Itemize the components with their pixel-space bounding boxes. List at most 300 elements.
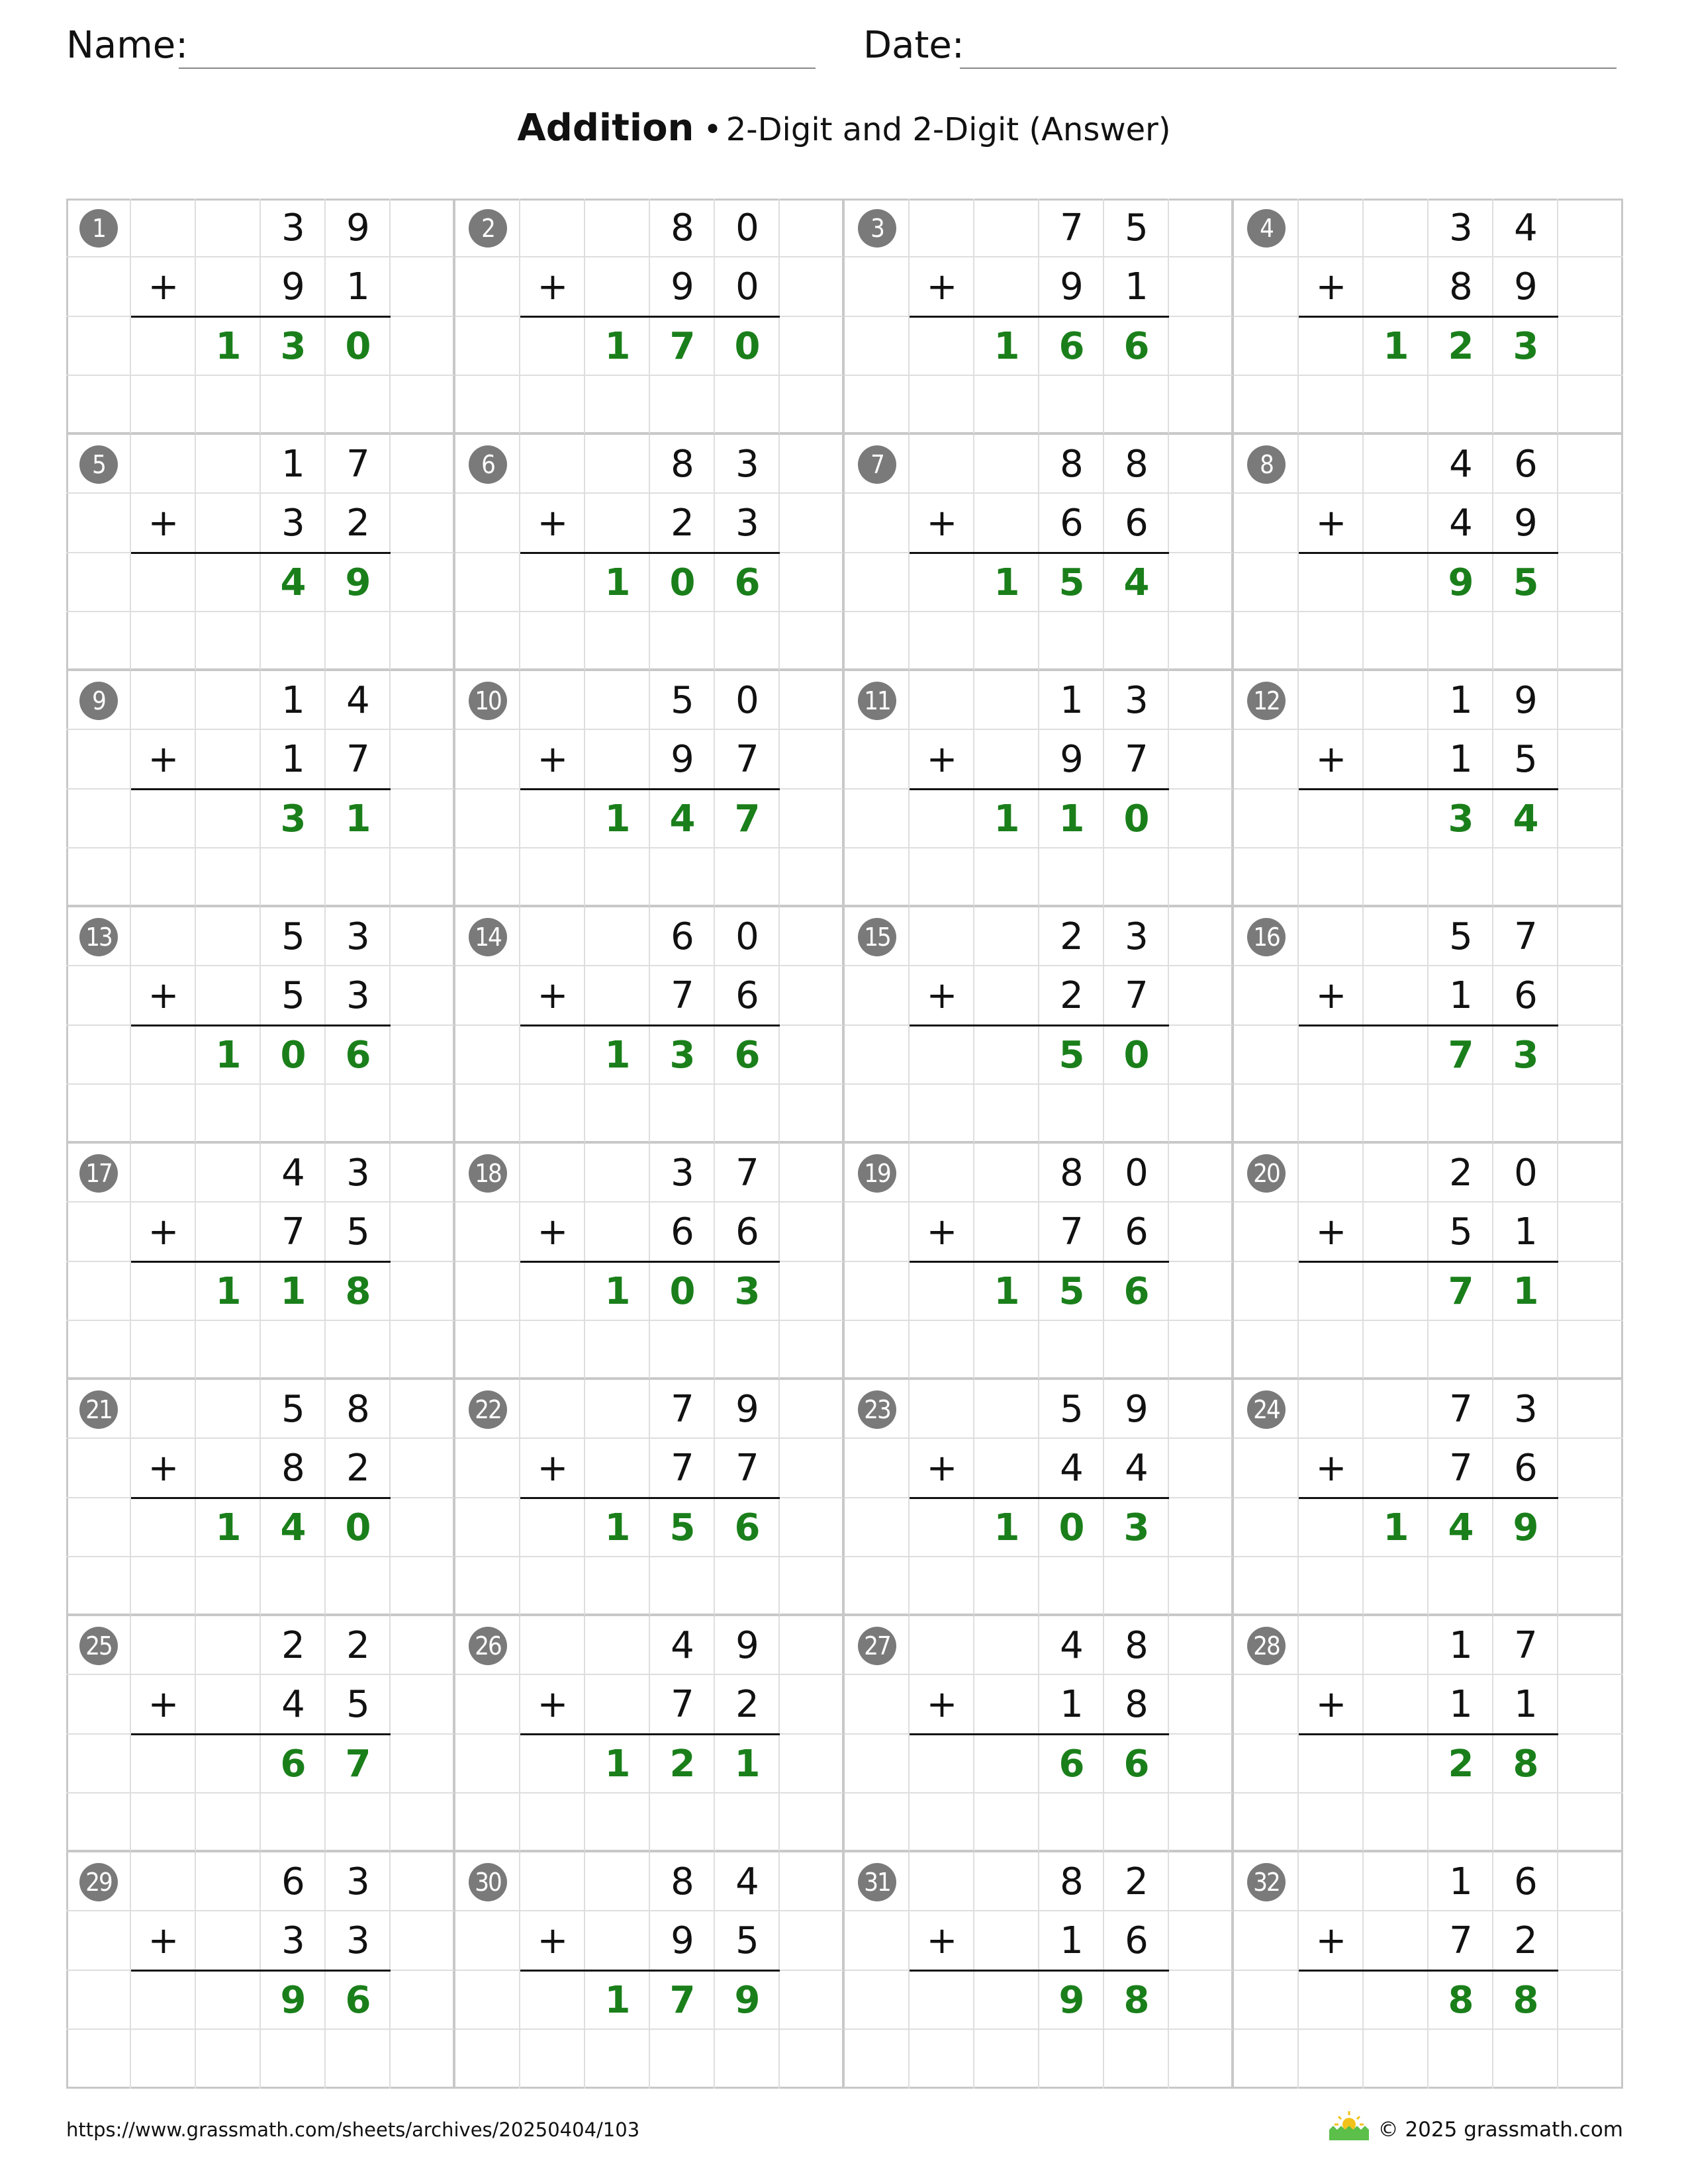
addend-bottom-digit: 2 bbox=[1060, 974, 1084, 1018]
grid-cell bbox=[974, 1380, 1039, 1439]
grid-cell bbox=[1364, 671, 1429, 730]
problem-number-badge: 19 bbox=[858, 1154, 896, 1193]
problem-number-badge: 5 bbox=[79, 445, 118, 484]
grid-cell bbox=[391, 1616, 455, 1675]
grid-cell bbox=[585, 848, 650, 907]
grid-cell bbox=[1493, 1321, 1558, 1380]
grid-cell bbox=[974, 1557, 1039, 1616]
answer-digit: 0 bbox=[345, 324, 371, 368]
grid-cell bbox=[1364, 553, 1429, 612]
grid-cell bbox=[1104, 848, 1169, 907]
grid-cell bbox=[1493, 612, 1558, 671]
grid-cell bbox=[974, 435, 1039, 494]
grid-cell bbox=[974, 1794, 1039, 1852]
grid-cell bbox=[974, 1852, 1039, 1911]
grid-cell bbox=[1299, 317, 1364, 376]
addend-bottom-digit: 1 bbox=[1514, 1683, 1538, 1727]
plus-sign: + bbox=[926, 1210, 958, 1253]
grid-cell bbox=[585, 1616, 650, 1675]
addend-top-digit: 8 bbox=[1125, 443, 1149, 486]
grid-cell bbox=[780, 435, 845, 494]
grid-cell bbox=[1493, 1085, 1558, 1144]
answer-digit: 1 bbox=[994, 324, 1020, 368]
grid-cell bbox=[1558, 494, 1623, 553]
addend-bottom-digit: 5 bbox=[1449, 1210, 1473, 1254]
addend-top-digit: 5 bbox=[281, 915, 305, 958]
answer-digit: 1 bbox=[1058, 797, 1085, 841]
answer-digit: 5 bbox=[1513, 561, 1539, 604]
grid-cell bbox=[780, 1203, 845, 1261]
grid-cell bbox=[910, 1144, 974, 1203]
grid-cell bbox=[780, 257, 845, 316]
grid-cell bbox=[585, 1794, 650, 1852]
grid-cell bbox=[1299, 612, 1364, 671]
addend-top-digit: 0 bbox=[735, 915, 759, 958]
grid-cell bbox=[1364, 494, 1429, 553]
grid-cell bbox=[974, 1085, 1039, 1144]
problem-14 bbox=[455, 907, 845, 1144]
grid-cell bbox=[1299, 435, 1364, 494]
grid-cell bbox=[520, 317, 585, 376]
plus-sign: + bbox=[537, 1919, 569, 1962]
addend-bottom-digit: 4 bbox=[1125, 1447, 1149, 1490]
answer-digit: 6 bbox=[734, 1506, 761, 1549]
grid-cell bbox=[66, 790, 131, 848]
grid-cell bbox=[780, 1262, 845, 1321]
problem-31 bbox=[845, 1852, 1234, 2089]
grid-cell bbox=[585, 1911, 650, 1970]
grid-cell bbox=[261, 1557, 326, 1616]
grid-cell bbox=[1364, 1735, 1429, 1794]
addend-top-digit: 7 bbox=[1514, 1624, 1538, 1667]
plus-sign: + bbox=[926, 738, 958, 781]
problem-number-badge: 11 bbox=[858, 682, 896, 720]
grid-cell bbox=[650, 1557, 715, 1616]
grid-cell bbox=[1299, 1262, 1364, 1321]
grid-cell bbox=[974, 494, 1039, 553]
problem-22 bbox=[455, 1380, 845, 1616]
grid-cell bbox=[1169, 376, 1234, 435]
grid-cell bbox=[1234, 848, 1299, 907]
grid-cell bbox=[520, 1971, 585, 2030]
addend-top-digit: 1 bbox=[1449, 1860, 1473, 1903]
problem-27 bbox=[845, 1616, 1234, 1852]
answer-digit: 1 bbox=[345, 797, 371, 841]
plus-sign: + bbox=[926, 502, 958, 545]
grid-cell bbox=[391, 1262, 455, 1321]
grid-cell bbox=[196, 848, 261, 907]
answer-digit: 1 bbox=[215, 1269, 242, 1313]
grid-cell bbox=[1558, 1852, 1623, 1911]
grid-cell bbox=[131, 1321, 196, 1380]
addend-top-digit: 9 bbox=[735, 1624, 759, 1667]
grid-cell bbox=[1104, 612, 1169, 671]
grid-cell bbox=[910, 2030, 974, 2089]
grid-cell bbox=[845, 730, 910, 789]
grid-cell bbox=[1299, 199, 1364, 257]
addend-bottom-digit: 7 bbox=[671, 1447, 694, 1490]
grid-cell bbox=[520, 376, 585, 435]
name-line[interactable] bbox=[179, 68, 816, 69]
grid-cell bbox=[1234, 1321, 1299, 1380]
problem-15 bbox=[845, 907, 1234, 1144]
addend-top-digit: 3 bbox=[671, 1152, 694, 1195]
grid-cell bbox=[196, 1203, 261, 1261]
grid-cell bbox=[845, 1085, 910, 1144]
grid-cell bbox=[196, 1911, 261, 1970]
grid-cell bbox=[391, 257, 455, 316]
answer-digit: 1 bbox=[280, 1269, 306, 1313]
answer-digit: 6 bbox=[1123, 1269, 1150, 1313]
answer-digit: 3 bbox=[280, 797, 306, 841]
grid-cell bbox=[131, 2030, 196, 2089]
date-line[interactable] bbox=[960, 68, 1617, 69]
addend-bottom-digit: 1 bbox=[1060, 1683, 1084, 1727]
grid-cell bbox=[1299, 907, 1364, 966]
grid-cell bbox=[455, 612, 520, 671]
plus-sign: + bbox=[1315, 1919, 1347, 1962]
addend-bottom-digit: 6 bbox=[1125, 1210, 1149, 1254]
grid-cell bbox=[391, 1085, 455, 1144]
addend-top-digit: 1 bbox=[281, 443, 305, 486]
addend-top-digit: 2 bbox=[1060, 915, 1084, 958]
grid-cell bbox=[1364, 1203, 1429, 1261]
answer-digit: 6 bbox=[1123, 1742, 1150, 1786]
grid-cell bbox=[974, 1026, 1039, 1085]
grid-cell bbox=[974, 907, 1039, 966]
grid-cell bbox=[780, 1675, 845, 1734]
addend-top-digit: 4 bbox=[281, 1152, 305, 1195]
grid-cell bbox=[391, 1735, 455, 1794]
addend-bottom-digit: 6 bbox=[1514, 1447, 1538, 1490]
grid-cell bbox=[391, 790, 455, 848]
grid-cell bbox=[1169, 199, 1234, 257]
grid-cell bbox=[780, 1735, 845, 1794]
grid-cell bbox=[131, 848, 196, 907]
grid-cell bbox=[1169, 1911, 1234, 1970]
grid-cell bbox=[1558, 1675, 1623, 1734]
grid-cell bbox=[1558, 1321, 1623, 1380]
problem-29 bbox=[66, 1852, 455, 2089]
grid-cell bbox=[455, 1971, 520, 2030]
answer-digit: 4 bbox=[1448, 1506, 1474, 1549]
grid-cell bbox=[66, 1971, 131, 2030]
problem-number-badge: 21 bbox=[79, 1390, 118, 1429]
addend-bottom-digit: 5 bbox=[281, 974, 305, 1018]
addend-top-digit: 1 bbox=[281, 679, 305, 722]
grid-cell bbox=[391, 199, 455, 257]
problem-10 bbox=[455, 671, 845, 907]
addend-bottom-digit: 3 bbox=[281, 502, 305, 545]
grid-cell bbox=[1039, 1085, 1104, 1144]
addend-bottom-digit: 7 bbox=[735, 738, 759, 782]
addend-top-digit: 3 bbox=[1514, 1388, 1538, 1431]
addend-top-digit: 5 bbox=[1060, 1388, 1084, 1431]
answer-digit: 1 bbox=[604, 324, 631, 368]
plus-sign: + bbox=[537, 502, 569, 545]
grid-cell bbox=[1234, 730, 1299, 789]
grid-cell bbox=[1558, 1498, 1623, 1557]
answer-digit: 9 bbox=[1058, 1978, 1085, 2022]
grid-cell bbox=[391, 553, 455, 612]
grid-cell bbox=[1558, 671, 1623, 730]
grid-cell bbox=[1558, 730, 1623, 789]
grid-cell bbox=[1364, 1321, 1429, 1380]
grid-cell bbox=[780, 848, 845, 907]
grid-cell bbox=[1364, 1971, 1429, 2030]
grid-cell bbox=[910, 848, 974, 907]
grid-cell bbox=[1299, 1026, 1364, 1085]
addend-top-digit: 4 bbox=[346, 679, 370, 722]
addend-top-digit: 1 bbox=[1449, 1624, 1473, 1667]
grid-cell bbox=[131, 435, 196, 494]
grid-cell bbox=[455, 2030, 520, 2089]
answer-digit: 7 bbox=[669, 324, 696, 368]
addend-top-digit: 8 bbox=[1125, 1624, 1149, 1667]
addend-bottom-digit: 6 bbox=[671, 1210, 694, 1254]
grid-cell bbox=[66, 317, 131, 376]
grid-cell bbox=[66, 1498, 131, 1557]
answer-digit: 1 bbox=[215, 324, 242, 368]
grid-cell bbox=[1169, 1144, 1234, 1203]
grid-cell bbox=[1364, 1675, 1429, 1734]
grid-cell bbox=[1169, 907, 1234, 966]
answer-digit: 6 bbox=[734, 1033, 761, 1077]
grid-cell bbox=[1558, 1794, 1623, 1852]
grid-cell bbox=[585, 1852, 650, 1911]
grid-cell bbox=[520, 1557, 585, 1616]
addend-top-digit: 9 bbox=[735, 1388, 759, 1431]
grid-cell bbox=[1558, 257, 1623, 316]
problem-23 bbox=[845, 1380, 1234, 1616]
grid-cell bbox=[455, 1203, 520, 1261]
grid-cell bbox=[520, 1616, 585, 1675]
grid-cell bbox=[780, 1794, 845, 1852]
grid-cell bbox=[1299, 376, 1364, 435]
answer-digit: 0 bbox=[345, 1506, 371, 1549]
answer-digit: 4 bbox=[280, 561, 306, 604]
grid-cell bbox=[780, 671, 845, 730]
grid-cell bbox=[455, 1321, 520, 1380]
answer-digit: 1 bbox=[1383, 1506, 1409, 1549]
answer-digit: 5 bbox=[669, 1506, 696, 1549]
grid-cell bbox=[1558, 1557, 1623, 1616]
plus-sign: + bbox=[537, 1210, 569, 1253]
grid-cell bbox=[1558, 1026, 1623, 1085]
grid-cell bbox=[910, 317, 974, 376]
grid-cell bbox=[1234, 317, 1299, 376]
grid-cell bbox=[66, 376, 131, 435]
title-separator: • bbox=[703, 111, 722, 148]
grid-cell bbox=[1299, 553, 1364, 612]
grid-cell bbox=[1039, 1321, 1104, 1380]
addend-bottom-digit: 3 bbox=[346, 1919, 370, 1963]
grid-cell bbox=[1299, 671, 1364, 730]
grid-cell bbox=[520, 1498, 585, 1557]
answer-digit: 0 bbox=[1123, 797, 1150, 841]
grid-cell bbox=[1364, 376, 1429, 435]
grid-cell bbox=[1169, 1852, 1234, 1911]
answer-digit: 3 bbox=[280, 324, 306, 368]
addend-bottom-digit: 7 bbox=[281, 1210, 305, 1254]
grid-cell bbox=[391, 966, 455, 1025]
problem-number-badge: 20 bbox=[1247, 1154, 1286, 1193]
grid-cell bbox=[455, 1911, 520, 1970]
grid-cell bbox=[66, 257, 131, 316]
grid-cell bbox=[66, 1026, 131, 1085]
problem-number-badge: 30 bbox=[469, 1863, 507, 1901]
grid-cell bbox=[196, 1675, 261, 1734]
grid-cell bbox=[585, 257, 650, 316]
grid-cell bbox=[520, 848, 585, 907]
grid-cell bbox=[261, 2030, 326, 2089]
grid-cell bbox=[845, 1794, 910, 1852]
grid-cell bbox=[1493, 1557, 1558, 1616]
addend-bottom-digit: 7 bbox=[671, 974, 694, 1018]
grid-cell bbox=[974, 1675, 1039, 1734]
plus-sign: + bbox=[148, 1683, 179, 1726]
problem-number-badge: 14 bbox=[469, 918, 507, 956]
grid-cell bbox=[1299, 848, 1364, 907]
grid-cell bbox=[326, 2030, 391, 2089]
addend-top-digit: 7 bbox=[671, 1388, 694, 1431]
grid-cell bbox=[455, 1794, 520, 1852]
grid-cell bbox=[1558, 2030, 1623, 2089]
grid-cell bbox=[196, 2030, 261, 2089]
grid-cell bbox=[1169, 1085, 1234, 1144]
answer-digit: 0 bbox=[669, 561, 696, 604]
grid-cell bbox=[780, 1852, 845, 1911]
grid-cell bbox=[780, 376, 845, 435]
addend-top-digit: 2 bbox=[1125, 1860, 1149, 1903]
addend-bottom-digit: 9 bbox=[281, 265, 305, 309]
grid-cell bbox=[131, 317, 196, 376]
problem-number-badge: 23 bbox=[858, 1390, 896, 1429]
footer-url[interactable]: https://www.grassmath.com/sheets/archives/20250404/103 bbox=[66, 2118, 640, 2141]
grid-cell bbox=[520, 612, 585, 671]
grid-cell bbox=[1234, 1439, 1299, 1498]
answer-digit: 1 bbox=[215, 1506, 242, 1549]
grid-cell bbox=[1169, 1616, 1234, 1675]
grid-cell bbox=[1558, 1616, 1623, 1675]
grid-cell bbox=[1234, 966, 1299, 1025]
grid-cell bbox=[1299, 1144, 1364, 1203]
grid-cell bbox=[1299, 1380, 1364, 1439]
addend-bottom-digit: 2 bbox=[671, 502, 694, 545]
grid-cell bbox=[196, 612, 261, 671]
problem-2 bbox=[455, 199, 845, 435]
grid-cell bbox=[845, 376, 910, 435]
answer-digit: 3 bbox=[1513, 324, 1539, 368]
addend-bottom-digit: 5 bbox=[735, 1919, 759, 1963]
grid-cell bbox=[261, 1794, 326, 1852]
addend-top-digit: 3 bbox=[735, 443, 759, 486]
grid-cell bbox=[715, 848, 780, 907]
grid-cell bbox=[1299, 1321, 1364, 1380]
grid-cell bbox=[1169, 848, 1234, 907]
answer-digit: 7 bbox=[734, 797, 761, 841]
grid-cell bbox=[650, 848, 715, 907]
grid-cell bbox=[910, 1085, 974, 1144]
addend-bottom-digit: 6 bbox=[735, 1210, 759, 1254]
grid-cell bbox=[1169, 257, 1234, 316]
problem-grid bbox=[66, 199, 1623, 2089]
plus-sign: + bbox=[1315, 974, 1347, 1017]
answer-digit: 0 bbox=[734, 324, 761, 368]
grid-cell bbox=[1299, 790, 1364, 848]
plus-sign: + bbox=[148, 502, 179, 545]
grid-cell bbox=[66, 1794, 131, 1852]
addend-top-digit: 2 bbox=[346, 1624, 370, 1667]
grid-cell bbox=[1558, 1439, 1623, 1498]
grid-cell bbox=[455, 1026, 520, 1085]
grid-cell bbox=[780, 1557, 845, 1616]
plus-sign: + bbox=[1315, 1210, 1347, 1253]
grid-cell bbox=[1169, 1971, 1234, 2030]
problem-18 bbox=[455, 1144, 845, 1380]
answer-digit: 6 bbox=[345, 1033, 371, 1077]
grid-cell bbox=[66, 2030, 131, 2089]
grid-cell bbox=[780, 730, 845, 789]
answer-digit: 1 bbox=[604, 797, 631, 841]
grid-cell bbox=[910, 435, 974, 494]
grid-cell bbox=[391, 1026, 455, 1085]
grid-cell bbox=[520, 1735, 585, 1794]
grid-cell bbox=[391, 435, 455, 494]
grid-cell bbox=[910, 1616, 974, 1675]
grid-cell bbox=[845, 1203, 910, 1261]
grid-cell bbox=[520, 790, 585, 848]
answer-digit: 1 bbox=[1383, 324, 1409, 368]
answer-digit: 3 bbox=[669, 1033, 696, 1077]
answer-digit: 8 bbox=[1448, 1978, 1474, 2022]
grid-cell bbox=[131, 553, 196, 612]
grid-cell bbox=[780, 2030, 845, 2089]
problem-6 bbox=[455, 435, 845, 671]
problem-17 bbox=[66, 1144, 455, 1380]
grid-cell bbox=[1104, 1085, 1169, 1144]
grid-cell bbox=[1364, 1911, 1429, 1970]
plus-sign: + bbox=[926, 265, 958, 308]
answer-digit: 0 bbox=[669, 1269, 696, 1313]
addend-bottom-digit: 9 bbox=[1514, 265, 1538, 309]
problem-number-badge: 3 bbox=[858, 209, 896, 248]
grid-cell bbox=[1299, 1794, 1364, 1852]
addend-top-digit: 5 bbox=[671, 679, 694, 722]
grid-cell bbox=[715, 1321, 780, 1380]
addend-top-digit: 2 bbox=[1449, 1152, 1473, 1195]
grid-cell bbox=[1429, 2030, 1493, 2089]
addend-top-digit: 8 bbox=[1060, 1860, 1084, 1903]
grid-cell bbox=[1364, 257, 1429, 316]
grid-cell bbox=[196, 1852, 261, 1911]
answer-digit: 0 bbox=[1123, 1033, 1150, 1077]
plus-sign: + bbox=[926, 1919, 958, 1962]
grid-cell bbox=[1429, 1794, 1493, 1852]
grid-cell bbox=[1558, 199, 1623, 257]
grid-cell bbox=[780, 553, 845, 612]
grid-cell bbox=[1234, 1971, 1299, 2030]
grid-cell bbox=[1234, 1262, 1299, 1321]
grid-cell bbox=[1493, 848, 1558, 907]
addend-top-digit: 5 bbox=[1125, 206, 1149, 250]
problem-number-badge: 29 bbox=[79, 1863, 118, 1901]
grid-cell bbox=[1364, 612, 1429, 671]
grid-cell bbox=[1558, 317, 1623, 376]
grid-cell bbox=[715, 376, 780, 435]
answer-digit: 8 bbox=[345, 1269, 371, 1313]
addend-top-digit: 0 bbox=[735, 206, 759, 250]
